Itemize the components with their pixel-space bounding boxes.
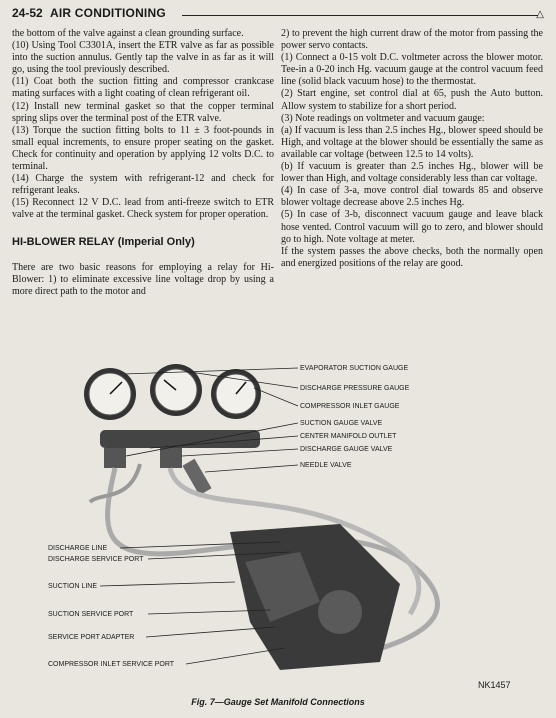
figure-code: NK1457 — [478, 680, 511, 690]
label-suction-gauge-valve: SUCTION GAUGE VALVE — [300, 420, 383, 427]
discharge-gauge-valve-icon — [160, 448, 182, 468]
label-service-port-adapter: SERVICE PORT ADAPTER — [48, 634, 135, 641]
paragraph: (12) Install new terminal gasket so that the copper terminal spring slips over the terminal post of the ETR valve. — [12, 100, 274, 124]
triangle-icon: △ — [536, 9, 544, 20]
left-column — [12, 28, 274, 298]
paragraph: There are two basic reasons for employing a relay for Hi-Blower: 1) to eliminate excessive line voltage drop by using a more direct path to the motor and — [12, 261, 274, 297]
paragraph: (a) If vacuum is less than 2.5 inches Hg., blower speed should be High, and voltage at the blower should be essentially the same as available car voltage (between 12.5 to 14 volts). — [281, 124, 543, 160]
paragraph: (14) Charge the system with refrigerant-12 and check for refrigerant leaks. — [12, 173, 274, 197]
label-evaporator-suction-gauge: EVAPORATOR SUCTION GAUGE — [300, 365, 409, 372]
paragraph: (1) Connect a 0-15 volt D.C. voltmeter across the blower motor. Tee-in a 0-20 inch Hg. vacuum gauge at the control vacuum feed line (solid black vacuum hose) to the thermostat. — [281, 52, 543, 88]
label-discharge-pressure-gauge: DISCHARGE PRESSURE GAUGE — [300, 385, 410, 392]
paragraph: If the system passes the above checks, both the normally open and energized positions of the relay are good. — [281, 245, 543, 269]
paragraph: 2) to prevent the high current draw of the motor from passing the power servo contacts. — [281, 28, 543, 52]
section-title: AIR CONDITIONING — [50, 6, 166, 20]
paragraph: (11) Coat both the suction fitting and compressor crankcase mating surfaces with a light coating of clean refrigerant oil. — [12, 76, 274, 100]
section-heading: HI-BLOWER RELAY (Imperial Only) — [12, 235, 195, 248]
paragraph: (5) In case of 3-b, disconnect vacuum gauge and leave black hose vented. Control vacuum will go to zero, and blower should go to high. Note voltage at meter. — [281, 209, 543, 245]
figure-caption: Fig. 7—Gauge Set Manifold Connections — [191, 697, 365, 707]
paragraph: (2) Start engine, set control dial at 65, push the Auto button. Allow system to stabilize for a short period. — [281, 88, 543, 112]
paragraph: (13) Torque the suction fitting bolts to 11 ± 3 foot-pounds in small equal increments, to ensure proper seating on the gasket. Check for continuity and operation by applying 12 volts D.C. to terminal. — [12, 124, 274, 173]
header-rule — [182, 15, 538, 16]
label-compressor-inlet-gauge: COMPRESSOR INLET GAUGE — [300, 403, 400, 410]
label-suction-service-port: SUCTION SERVICE PORT — [48, 611, 134, 618]
label-discharge-service-port: DISCHARGE SERVICE PORT — [48, 556, 144, 563]
label-suction-line: SUCTION LINE — [48, 583, 98, 590]
page-header — [12, 6, 544, 24]
paragraph: (3) Note readings on voltmeter and vacuum gauge: — [281, 112, 485, 124]
label-needle-valve: NEEDLE VALVE — [300, 462, 352, 469]
label-discharge-gauge-valve: DISCHARGE GAUGE VALVE — [300, 446, 393, 453]
paragraph: (b) If vacuum is greater than 2.5 inches Hg., blower will be lower than High, and voltage considerably less than car voltage. — [281, 161, 543, 185]
compressor-pulley — [318, 590, 362, 634]
paragraph: (15) Reconnect 12 V D.C. lead from anti-freeze switch to ETR valve at the terminal gasket. Check system for proper operation. — [12, 197, 274, 221]
label-discharge-line: DISCHARGE LINE — [48, 545, 108, 552]
evaporator-suction-gauge-icon — [84, 368, 136, 420]
label-compressor-inlet-service-port: COMPRESSOR INLET SERVICE PORT — [48, 661, 175, 668]
right-column — [281, 28, 543, 270]
paragraph: (10) Using Tool C3301A, insert the ETR valve as far as possible into the suction annulus. Gently tap the valve in as far as it will go, using the tool previously described. — [12, 40, 274, 76]
page-number: 24-52 — [12, 6, 43, 20]
gauge-manifold-figure — [40, 352, 520, 692]
paragraph: (4) In case of 3-a, move control dial towards 85 and observe blower voltage decrease above 2.5 inches Hg. — [281, 185, 543, 209]
paragraph: the bottom of the valve against a clean grounding surface. — [12, 28, 244, 39]
suction-gauge-valve-icon — [104, 448, 126, 468]
label-center-manifold-outlet: CENTER MANIFOLD OUTLET — [300, 433, 397, 440]
